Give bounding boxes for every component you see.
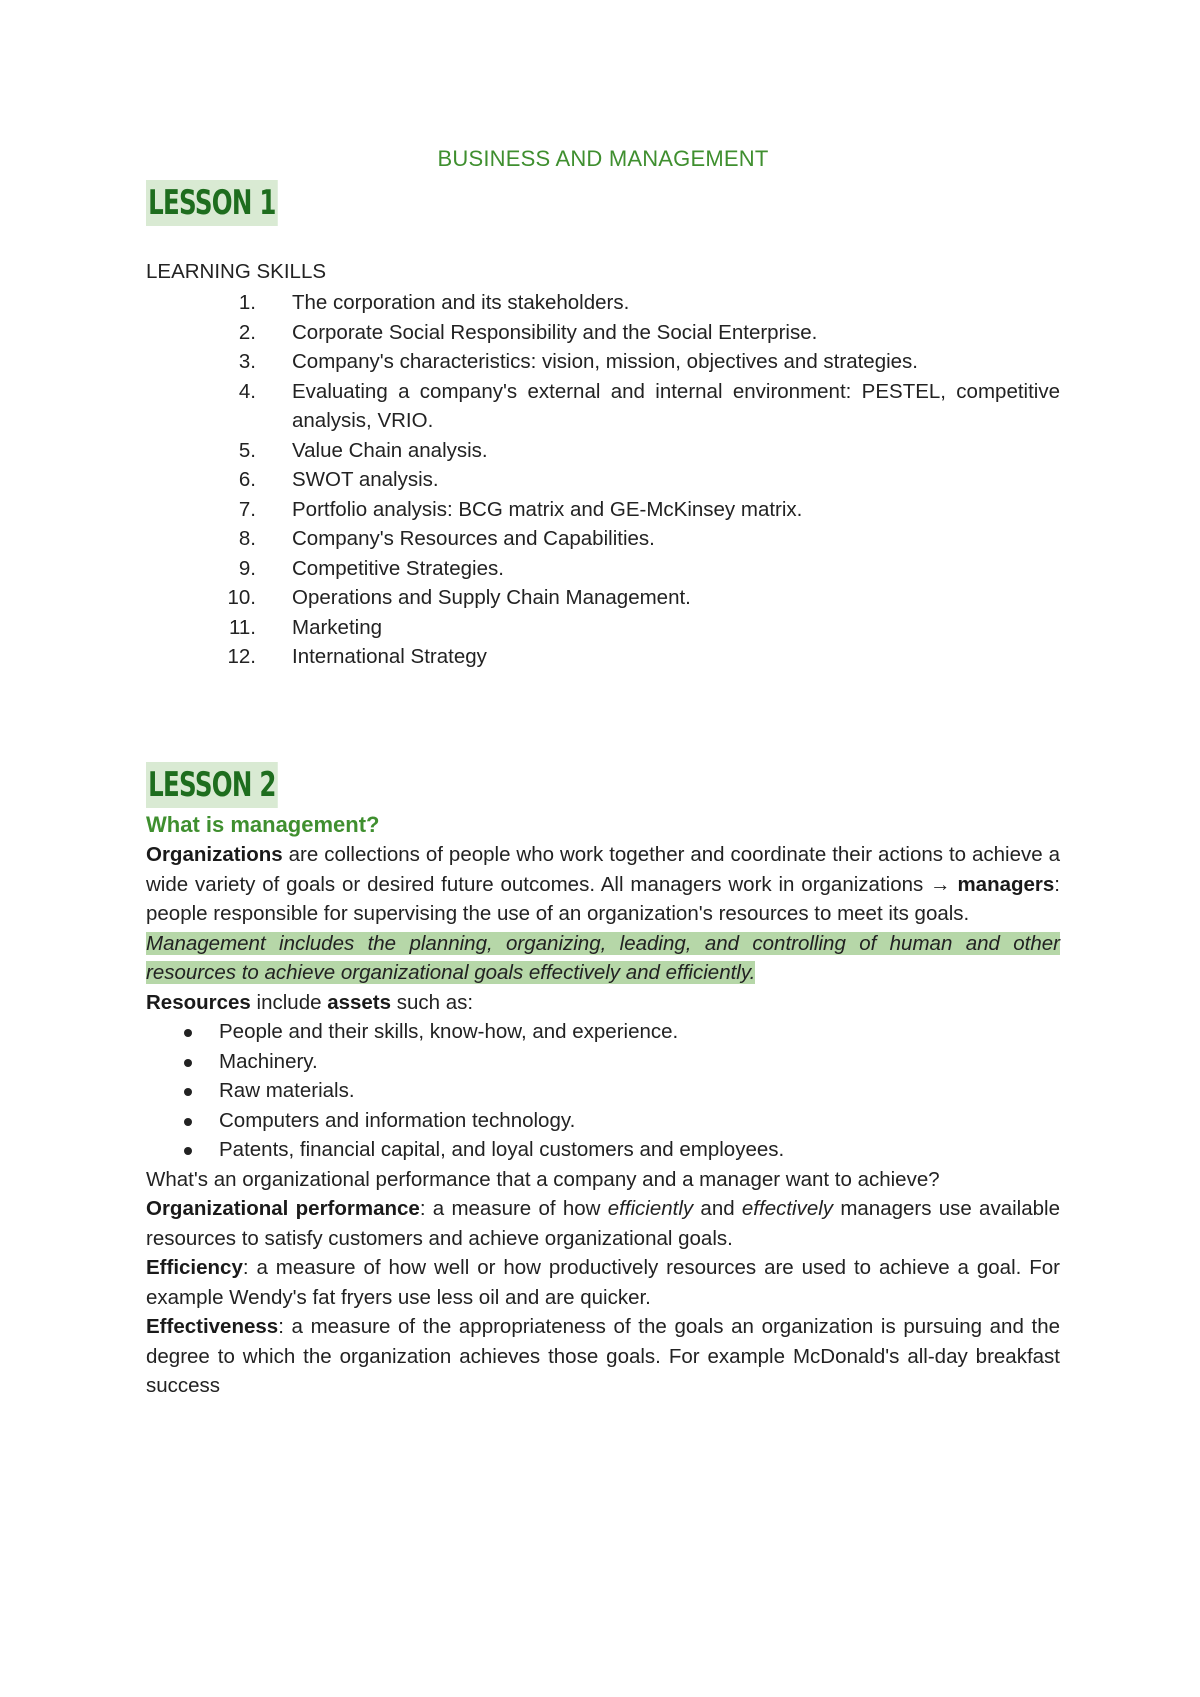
learning-skill-item bbox=[146, 318, 1060, 348]
item-number: 9. bbox=[238, 556, 256, 580]
lesson-2-body bbox=[146, 810, 1060, 1401]
item-number: 12. bbox=[227, 645, 256, 668]
learning-skill-item bbox=[146, 613, 1060, 643]
term-efficiency: Efficiency bbox=[146, 1256, 243, 1279]
learning-skill-item bbox=[146, 377, 1060, 436]
learning-skill-item bbox=[146, 583, 1060, 613]
learning-skills-list bbox=[146, 288, 1060, 672]
learning-skill-item bbox=[146, 436, 1060, 466]
lesson-1-heading: LESSON 1 bbox=[146, 180, 278, 226]
word-efficiently: efficiently bbox=[607, 1197, 694, 1220]
learning-skill-item bbox=[146, 288, 1060, 318]
resources-text: include bbox=[250, 990, 328, 1014]
resource-bullet-item bbox=[146, 1047, 1060, 1077]
resource-bullet-item bbox=[146, 1106, 1060, 1136]
bullet-text: Computers and information technology. bbox=[219, 1108, 576, 1132]
bullet-text: Machinery. bbox=[219, 1049, 318, 1073]
item-number: 5. bbox=[238, 438, 256, 462]
item-text: International Strategy bbox=[292, 645, 487, 668]
item-text: The corporation and its stakeholders. bbox=[292, 291, 630, 314]
efficiency-text: : a measure of how well or how productively resources are used to achieve a goal. For example Wendy's fat fryers use less oil and are quicker. bbox=[146, 1256, 1060, 1309]
item-text: Corporate Social Responsibility and the Social Enterprise. bbox=[292, 320, 818, 344]
resources-bullet-list bbox=[146, 1017, 1060, 1165]
item-number: 4. bbox=[238, 379, 256, 403]
effectiveness-paragraph bbox=[146, 1312, 1060, 1401]
item-text: Portfolio analysis: BCG matrix and GE-McKinsey matrix. bbox=[292, 497, 803, 521]
item-number: 8. bbox=[238, 527, 256, 550]
bullet-icon bbox=[184, 1147, 192, 1155]
learning-skill-item bbox=[146, 524, 1060, 554]
term-resources: Resources bbox=[146, 990, 251, 1014]
item-text: Marketing bbox=[292, 615, 383, 639]
learning-skill-item bbox=[146, 347, 1060, 377]
bullet-text: Patents, financial capital, and loyal customers and employees. bbox=[219, 1138, 785, 1161]
bullet-icon bbox=[184, 1088, 192, 1096]
organizations-paragraph bbox=[146, 840, 1060, 929]
resource-bullet-item bbox=[146, 1017, 1060, 1047]
item-text: Evaluating a company's external and internal environment: PESTEL, competitive analysis, VRIO. bbox=[292, 379, 1060, 432]
section-heading-management: What is management? bbox=[146, 812, 380, 837]
item-number: 2. bbox=[238, 320, 256, 344]
document-title: BUSINESS AND MANAGEMENT bbox=[437, 146, 769, 171]
resources-end-text: such as: bbox=[391, 990, 474, 1014]
learning-skill-item bbox=[146, 465, 1060, 495]
item-number: 7. bbox=[238, 497, 256, 521]
managers-text: : people responsible for supervising the use of an organization's resources to meet its goals. bbox=[146, 872, 1060, 925]
resource-bullet-item bbox=[146, 1135, 1060, 1165]
organizations-text: are collections of people who work together and coordinate their actions to achieve a wide variety of goals or desired future outcomes. All managers work in organizations → bbox=[146, 843, 1060, 896]
item-text: Company's Resources and Capabilities. bbox=[292, 527, 655, 550]
performance-and: and bbox=[693, 1197, 742, 1220]
resources-paragraph bbox=[146, 988, 1060, 1018]
item-text: Competitive Strategies. bbox=[292, 556, 504, 580]
performance-text-1: : a measure of how bbox=[419, 1197, 608, 1220]
bullet-icon bbox=[184, 1029, 192, 1037]
resource-bullet-item bbox=[146, 1076, 1060, 1106]
learning-skill-item bbox=[146, 495, 1060, 525]
performance-text-2: managers use available resources to satisfy customers and achieve organizational goals. bbox=[146, 1197, 1060, 1250]
bullet-text: People and their skills, know-how, and experience. bbox=[219, 1020, 679, 1043]
item-text: Company's characteristics: vision, mission, objectives and strategies. bbox=[292, 350, 919, 373]
management-definition bbox=[146, 929, 1060, 988]
lesson-2-heading: LESSON 2 bbox=[146, 762, 278, 808]
performance-question: What's an organizational performance that a company and a manager want to achieve? bbox=[146, 1167, 940, 1191]
term-managers: managers bbox=[957, 872, 1055, 896]
learning-skills-heading: LEARNING SKILLS bbox=[146, 260, 327, 283]
learning-skill-item bbox=[146, 642, 1060, 672]
item-number: 1. bbox=[238, 291, 256, 314]
term-organizational-performance: Organizational performance bbox=[146, 1197, 420, 1220]
term-organizations: Organizations bbox=[146, 843, 283, 866]
learning-skill-item bbox=[146, 554, 1060, 584]
highlighted-definition: Management includes the planning, organizing, leading, and controlling of human and other resources to achieve organizational goals effectively and efficiently. bbox=[146, 931, 1060, 984]
item-text: Value Chain analysis. bbox=[292, 438, 488, 462]
item-number: 6. bbox=[238, 468, 256, 491]
performance-paragraph bbox=[146, 1194, 1060, 1253]
item-number: 10. bbox=[227, 586, 256, 609]
term-assets: assets bbox=[327, 990, 392, 1014]
item-text: SWOT analysis. bbox=[292, 468, 439, 491]
efficiency-paragraph bbox=[146, 1253, 1060, 1312]
item-number: 11. bbox=[229, 615, 256, 639]
item-text: Operations and Supply Chain Management. bbox=[292, 586, 691, 609]
bullet-icon bbox=[184, 1118, 192, 1126]
bullet-text: Raw materials. bbox=[219, 1079, 355, 1102]
bullet-icon bbox=[184, 1059, 192, 1067]
effectiveness-text: : a measure of the appropriateness of the goals an organization is pursuing and the degree to which the organization achieves those goals. For example McDonald's all-day breakfast success bbox=[146, 1315, 1060, 1397]
word-effectively: effectively bbox=[741, 1197, 834, 1220]
item-number: 3. bbox=[238, 350, 256, 373]
term-effectiveness: Effectiveness bbox=[146, 1315, 279, 1338]
